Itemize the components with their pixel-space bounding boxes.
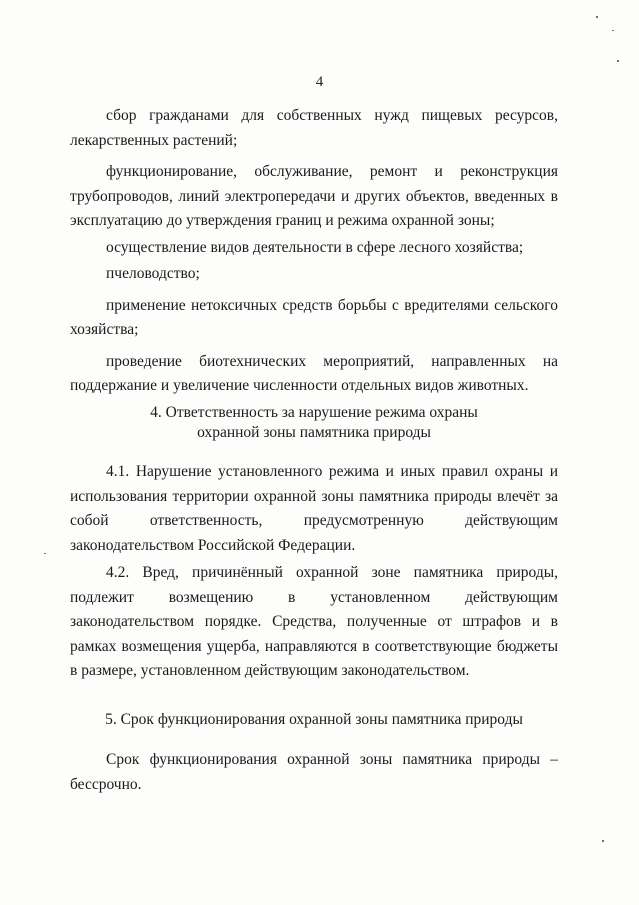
list-item: проведение биотехнических мероприятий, направленных на поддержание и увеличение численности отдельных видов животных. xyxy=(70,352,558,394)
list-item: функционирование, обслуживание, ремонт и реконструкция трубопроводов, линий электропередачи и других объектов, введенных в эксплуатацию до утверждения границ и режима охранной зоны; xyxy=(70,163,558,229)
permitted-activities-list xyxy=(70,104,558,399)
page-number: 4 xyxy=(315,74,324,90)
list-item: пчеловодство; xyxy=(106,265,200,282)
list-item: осуществление видов деятельности в сфере лесного хозяйства; xyxy=(106,238,524,256)
list-item: сбор гражданами для собственных нужд пищевых ресурсов, лекарственных растений; xyxy=(70,107,558,149)
section-5-body xyxy=(70,748,558,797)
section-heading-line2: охранной зоны памятника природы xyxy=(197,424,431,441)
paragraph: 4.2. Вред, причинённый охранной зоне памятника природы, подлежит возмещению в установленном действующим законодательством порядке. Средства, полученные от штрафов и в рамках возмещения ущерба, направляются в соответствующие бюджеты в размере, установленном действующим законодательством. xyxy=(70,564,558,679)
scan-speck xyxy=(44,553,46,554)
section-5 xyxy=(70,710,558,730)
section-heading: 5. Срок функционирования охранной зоны памятника природы xyxy=(105,711,523,728)
paragraph: 4.1. Нарушение установленного режима и иных правил охраны и использования территории охранной зоны памятника природы влечёт за собой ответственность, предусмотренную действующим законодательством Российской Федерации. xyxy=(70,463,558,554)
scan-speck xyxy=(612,30,614,31)
paragraph: Срок функционирования охранной зоны памятника природы – бессрочно. xyxy=(70,751,558,793)
list-item: применение нетоксичных средств борьбы с вредителями сельского хозяйства; xyxy=(70,296,558,338)
scan-speck xyxy=(602,840,604,842)
scan-speck xyxy=(617,60,619,62)
scan-speck xyxy=(596,16,598,18)
section-4-body xyxy=(70,460,558,684)
section-4 xyxy=(70,403,558,443)
section-heading: 4. Ответственность за нарушение режима охраны xyxy=(150,404,478,421)
